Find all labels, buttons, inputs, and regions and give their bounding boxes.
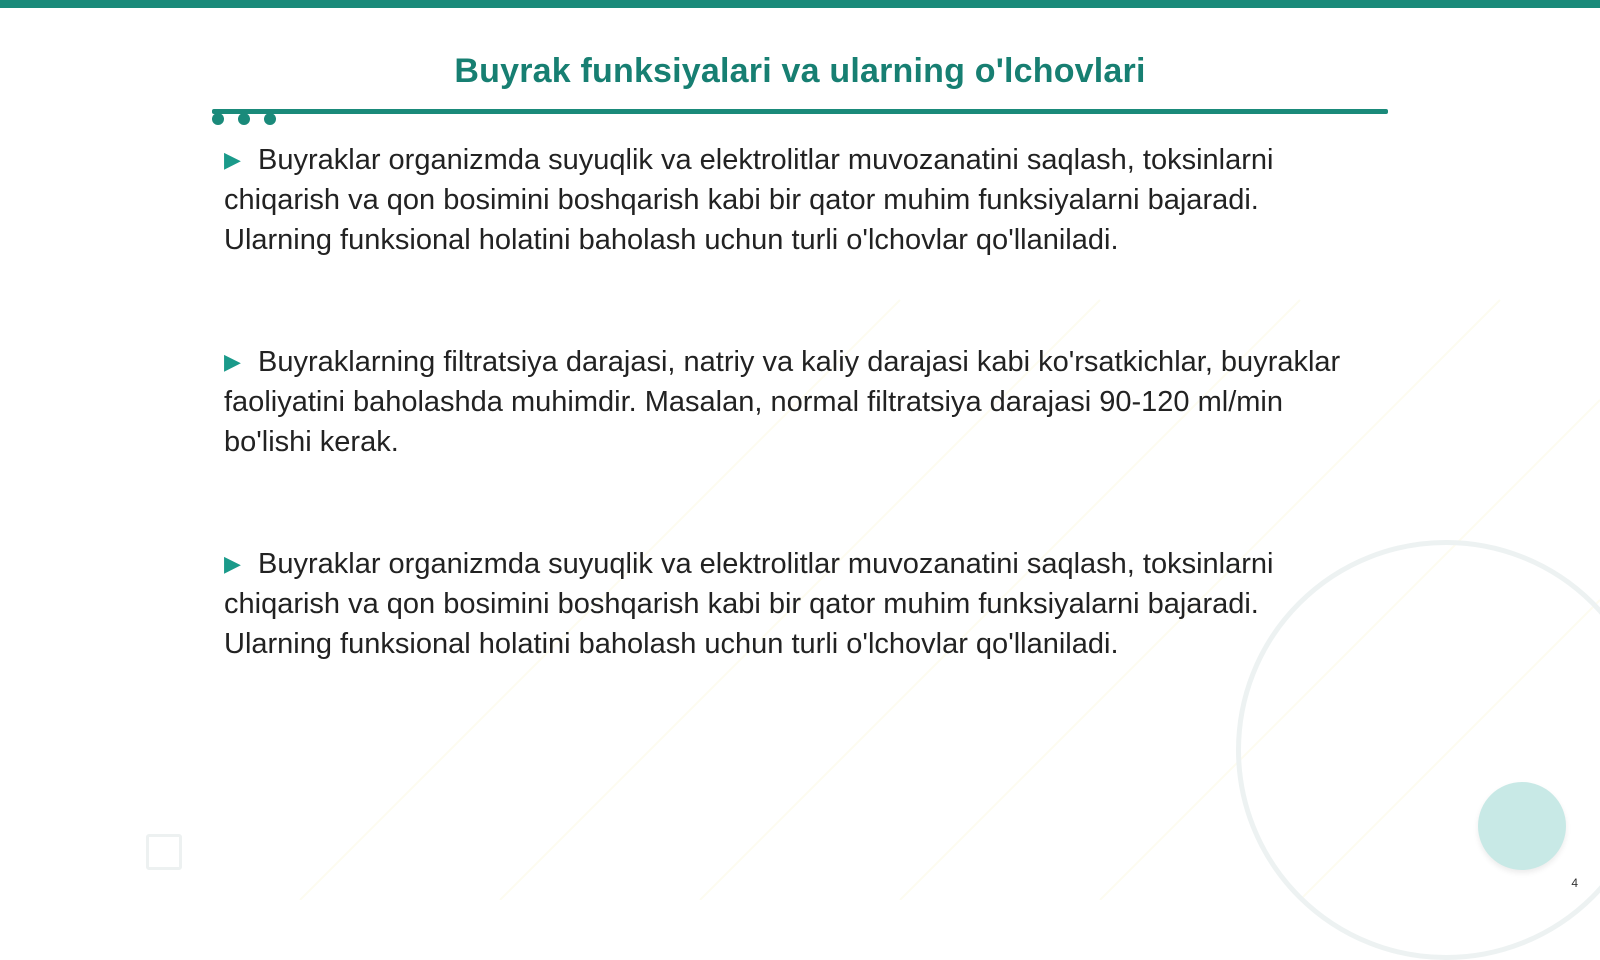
bullet-item xyxy=(224,140,1354,260)
title-underline xyxy=(212,109,1388,114)
triangle-right-icon: ▶ xyxy=(224,551,241,576)
slide-title: Buyrak funksiyalari va ularning o'lchovlari xyxy=(454,52,1146,90)
bullet-item xyxy=(224,544,1354,664)
title-dot xyxy=(238,113,250,125)
triangle-right-icon: ▶ xyxy=(224,349,241,374)
bullet-text: Buyraklarning filtratsiya darajasi, natriy va kaliy darajasi kabi ko'rsatkichlar, buyraklar faoliyatini baholashda muhimdir. Masalan, normal filtratsiya darajasi 90-120 ml/min bo'lishi kerak. xyxy=(224,346,1341,458)
bullet-text: Buyraklar organizmda suyuqlik va elektrolitlar muvozanatini saqlash, toksinlarni chiqarish va qon bosimini boshqarish kabi bir qator muhim funksiyalarni bajaradi. Ularning funksional holatini baholash uchun turli o'lchovlar qo'llaniladi. xyxy=(224,548,1274,660)
title-dot xyxy=(212,113,224,125)
decorative-square xyxy=(146,834,182,870)
decorative-circle xyxy=(1478,782,1566,870)
bullet-text: Buyraklar organizmda suyuqlik va elektrolitlar muvozanatini saqlash, toksinlarni chiqarish va qon bosimini boshqarish kabi bir qator muhim funksiyalarni bajaradi. Ularning funksional holatini baholash uchun turli o'lchovlar qo'llaniladi. xyxy=(224,144,1274,256)
bullet-item xyxy=(224,342,1354,462)
triangle-right-icon: ▶ xyxy=(224,147,241,172)
bullet-list xyxy=(224,140,1354,746)
page-number: 4 xyxy=(1571,876,1578,890)
title-dot xyxy=(264,113,276,125)
